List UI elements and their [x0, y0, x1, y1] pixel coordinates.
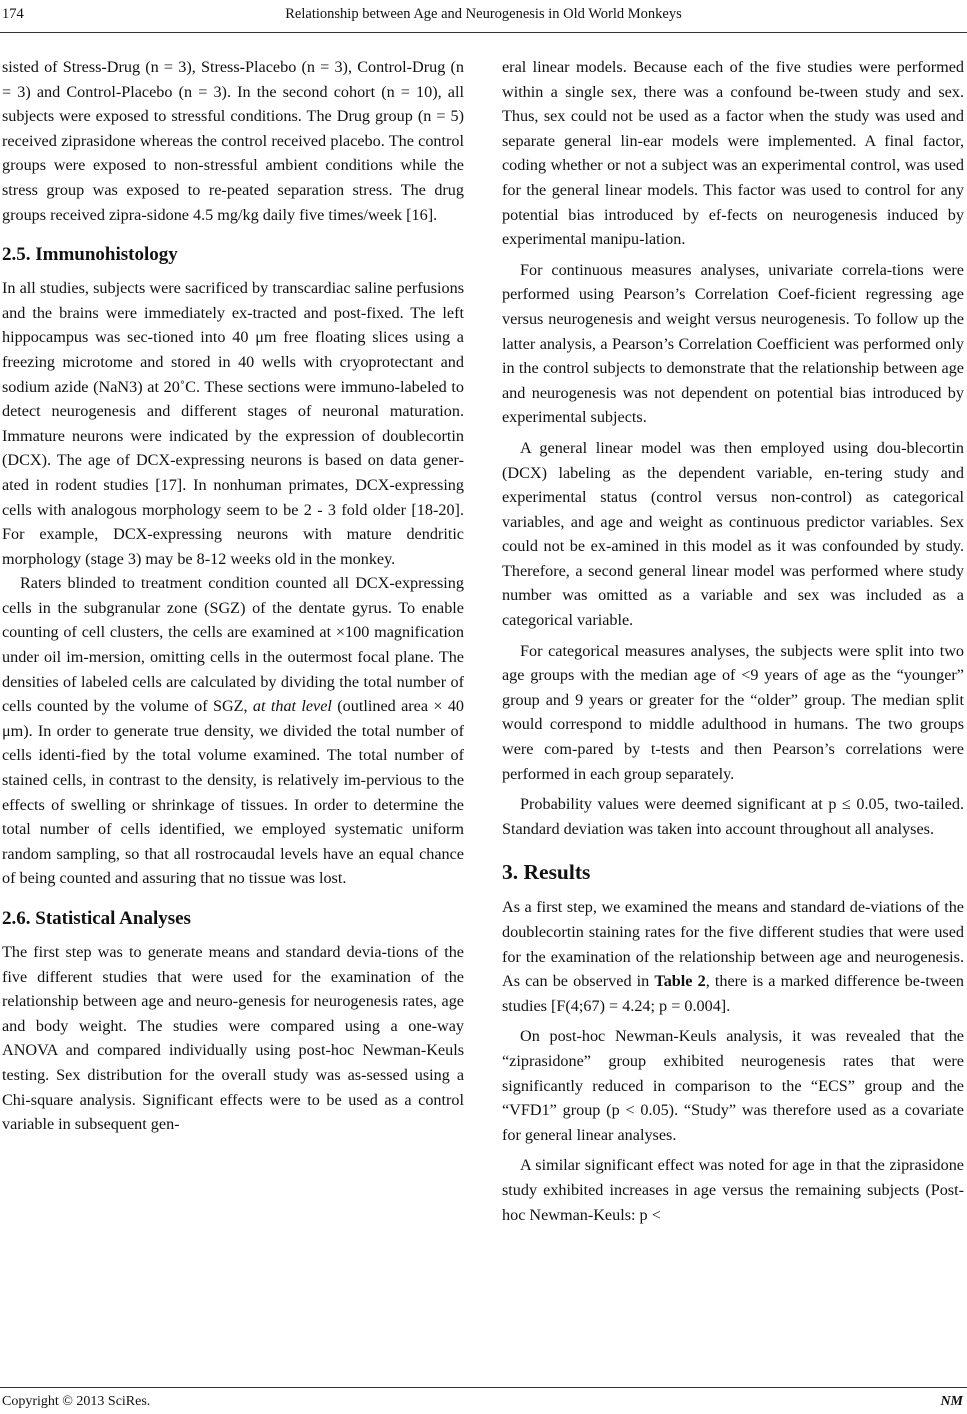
paragraph-text: , there is a marked difference be-tween studies [F(4;67) = 4.24; p = 0.004]. — [502, 972, 964, 1015]
italic-text: at that level — [252, 697, 332, 716]
paragraph-text: Raters blinded to treatment condition counted all DCX-expressing cells in the subgranular zone (SGZ) of the dentate gyrus. To enable counting of cell clusters, the cells are examined at ×100 magnification under oil im-mersion, omitting cells in the outermost focal plane. The densities of labeled cells are calculated by dividing the total number of cells counted by the volume of SGZ, — [2, 574, 464, 716]
footer-rule — [0, 1387, 967, 1388]
running-title: Relationship between Age and Neurogenesis in Old World Monkeys — [285, 6, 682, 22]
paragraph: sisted of Stress-Drug (n = 3), Stress-Placebo (n = 3), Control-Drug (n = 3) and Control-Placebo (n = 3). In the second cohort (n = 10), all subjects were exposed to stressful conditions. The Drug group (n = 5) received ziprasidone whereas the control received placebo. The control groups were exposed to non-stressful ambient conditions while the stress group was exposed to re-peated separation stress. The drug groups received zipra-sidone 4.5 mg/kg daily five times/week [16]. — [2, 58, 464, 224]
paragraph: For categorical measures analyses, the subjects were split into two age groups with the median age of <9 years of age as the “younger” group and 9 years or greater for the “older” group. The median split would correspond to middle adulthood in humans. The two groups were com-pared by t-tests and then Pearson’s correlations were performed in each group separately. — [502, 641, 964, 783]
header-rule — [0, 32, 967, 33]
left-column — [2, 55, 464, 1137]
table-reference[interactable]: Table 2 — [654, 972, 706, 991]
paragraph-text: (outlined area × 40 μm). In order to generate true density, we divided the total number of cells identi-fied by the total volume examined. The total number of stained cells, in contrast to the density, is relatively im-pervious to the effects of swelling or shrinkage of tissues. In order to determine the total number of cells identified, we employed systematic uniform random sampling, so that all rostrocaudal levels have an equal chance of being counted and assuring that no tissue was lost. — [2, 697, 465, 888]
paragraph: The first step was to generate means and standard devia-tions of the five different studies that were used for the examination of the relationship between age and neuro-genesis for neurogenesis rates, age and body weight. The studies were compared using a one-way ANOVA and compared individually using post-hoc Newman-Keuls testing. Sex distribution for the overall study was as-sessed using a Chi-square analysis. Significant effects were to be used as a control variable in subsequent gen- — [2, 943, 464, 1134]
page-header — [0, 6, 967, 26]
section-heading-results: 3. Results — [502, 860, 591, 885]
paragraph: Probability values were deemed significant at p ≤ 0.05, two-tailed. Standard deviation was taken into account throughout all analyses. — [502, 795, 964, 838]
section-heading-statistical-analyses: 2.6. Statistical Analyses — [2, 908, 191, 929]
journal-abbreviation: NM — [940, 1394, 963, 1409]
paragraph: A general linear model was then employed using dou-blecortin (DCX) labeling as the dependent variable, en-tering study and experimental status (control versus non-control) as categorical variables, and age and weight as continuous predictor variables. Sex could not be ex-amined in this model as it was confounded by study. Therefore, a second general linear model was performed where study number was omitted as a variable and sex was included as a categorical variable. — [502, 438, 964, 630]
paragraph: In all studies, subjects were sacrificed by transcardiac saline perfusions and the brains were immediately ex-tracted and post-fixed. The left hippocampus was sec-tioned into 40 μm free floating slices using a freezing microtome and stored in 40 wells with cryoprotectant and sodium azide (NaN3) at 20˚C. These sections were immuno-labeled to detect neurogenesis and different stages of neuronal maturation. Immature neurons were indicated by the expression of doublecortin (DCX). The age of DCX-expressing neurons is based on data gener-ated in rodent studies [17]. In nonhuman primates, DCX-expressing cells with analogous morphology seem to be 2 - 3 fold older [18-20]. For example, DCX-expressing neurons with mature dendritic morphology (stage 3) may be 8-12 weeks old in the monkey. — [2, 279, 464, 568]
paragraph: For continuous measures analyses, univariate correla-tions were performed using Pearson’s Correlation Coef-ficient regressing age versus neurogenesis and weight versus neurogenesis. To follow up the latter analysis, a Pearson’s Correlation Coefficient was performed only in the control subjects to demonstrate that the relationship between age and neurogenesis was not dependent on potential bias introduced by experimental subjects. — [502, 260, 964, 427]
paragraph: On post-hoc Newman-Keuls analysis, it was revealed that the “ziprasidone” group exhibited neurogenesis rates that were significantly reduced in comparison to the “ECS” group and the “VFD1” group (p < 0.05). “Study” was therefore used as a covariate for general linear analyses. — [502, 1027, 964, 1144]
copyright-notice: Copyright © 2013 SciRes. — [2, 1394, 151, 1409]
section-heading-immunohistology: 2.5. Immunohistology — [2, 244, 178, 266]
paragraph: A similar significant effect was noted for age in that the ziprasidone study exhibited increases in age versus the remaining subjects (Post-hoc Newman-Keuls: p < — [502, 1156, 964, 1224]
right-column — [502, 55, 964, 1227]
paragraph — [502, 895, 964, 1018]
paragraph — [2, 571, 464, 891]
paragraph: eral linear models. Because each of the five studies were performed within a single sex, there was a confound be-tween study and sex. Thus, sex could not be used as a factor when the study was used and separate general lin-ear models were implemented. A final factor, coding whether or not a subject was an experimental control, was used for the general linear models. This factor was used to control for any potential bias introduced by ef-fects on neurogenesis induced by experimental manipu-lation. — [502, 58, 964, 249]
page-number: 174 — [2, 6, 24, 22]
paragraph-text: As a first step, we examined the means and standard de-viations of the doublecortin staining rates for the five different studies that were used for the examination of the relationship between age and neurogenesis. As can be observed in — [502, 898, 964, 991]
